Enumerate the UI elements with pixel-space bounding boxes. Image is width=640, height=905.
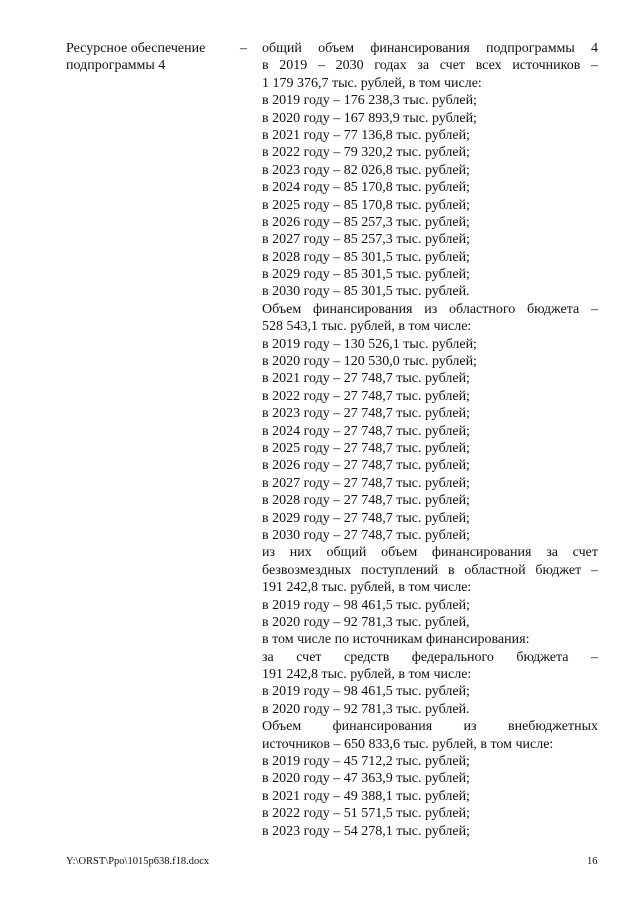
funding-text-line: Объем финансирования из областного бюджета – xyxy=(262,301,598,317)
funding-text-line: в 2029 году – 27 748,7 тыс. рублей; xyxy=(262,510,470,526)
funding-text-line: в 2022 году – 79 320,2 тыс. рублей; xyxy=(262,145,470,161)
funding-text-line: в том числе по источникам финансирования: xyxy=(262,632,530,648)
funding-text-line: в 2030 году – 27 748,7 тыс. рублей; xyxy=(262,527,470,543)
funding-text-block xyxy=(262,40,598,840)
funding-text-line: в 2019 году – 98 461,5 тыс. рублей; xyxy=(262,597,470,613)
funding-text-line: в 2025 году – 85 170,8 тыс. рублей; xyxy=(262,197,470,213)
funding-text-line: в 2026 году – 85 257,3 тыс. рублей; xyxy=(262,214,470,230)
funding-text-line: из них общий объем финансирования за счет xyxy=(262,545,598,561)
label-dash: – xyxy=(240,41,247,56)
funding-text-line: в 2021 году – 77 136,8 тыс. рублей; xyxy=(262,127,470,143)
funding-text-line: в 2023 году – 54 278,1 тыс. рублей; xyxy=(262,823,470,839)
funding-text-line: общий объем финансирования подпрограммы 4 xyxy=(262,41,598,56)
funding-text-line: 191 242,8 тыс. рублей, в том числе: xyxy=(262,580,472,596)
section-label: Ресурсное обеспечение подпрограммы 4 xyxy=(66,41,206,74)
funding-text-line: в 2022 году – 27 748,7 тыс. рублей; xyxy=(262,388,470,404)
funding-text-line: в 2026 году – 27 748,7 тыс. рублей; xyxy=(262,458,470,474)
funding-text-line: в 2020 году – 92 781,3 тыс. рублей. xyxy=(262,701,470,717)
funding-text-line: в 2030 году – 85 301,5 тыс. рублей. xyxy=(262,284,470,300)
funding-text-line: в 2019 году – 98 461,5 тыс. рублей; xyxy=(262,684,470,700)
funding-text-line: в 2020 году – 120 530,0 тыс. рублей; xyxy=(262,354,477,370)
funding-text-line: в 2019 году – 45 712,2 тыс. рублей; xyxy=(262,754,470,770)
funding-text-line: в 2021 году – 27 748,7 тыс. рублей; xyxy=(262,371,470,387)
funding-text-line: в 2024 году – 27 748,7 тыс. рублей; xyxy=(262,423,470,439)
funding-text-line: 1 179 376,7 тыс. рублей, в том числе: xyxy=(262,75,482,91)
funding-text-line: 528 543,1 тыс. рублей, в том числе: xyxy=(262,319,472,335)
funding-text-line: в 2020 году – 167 893,9 тыс. рублей; xyxy=(262,110,477,126)
funding-text-line: в 2019 году – 130 526,1 тыс. рублей; xyxy=(262,336,477,352)
funding-text-line: в 2021 году – 49 388,1 тыс. рублей; xyxy=(262,788,470,804)
funding-text-line: в 2028 году – 85 301,5 тыс. рублей; xyxy=(262,249,470,265)
funding-text-line: за счет средств федерального бюджета – xyxy=(262,649,598,665)
page-number: 16 xyxy=(587,856,598,867)
funding-text-line: 191 242,8 тыс. рублей, в том числе: xyxy=(262,667,472,683)
funding-text-line: в 2019 – 2030 годах за счет всех источников – xyxy=(262,58,598,74)
funding-text-line: в 2025 году – 27 748,7 тыс. рублей; xyxy=(262,440,470,456)
funding-text-line: в 2027 году – 85 257,3 тыс. рублей; xyxy=(262,232,470,248)
funding-text-line: безвозмездных поступлений в областной бюджет – xyxy=(262,562,598,578)
footer-file-path: Y:\ORST\Ppo\1015p638.f18.docx xyxy=(66,856,210,867)
funding-text-line: в 2020 году – 47 363,9 тыс. рублей; xyxy=(262,771,470,787)
funding-text-line: в 2028 году – 27 748,7 тыс. рублей; xyxy=(262,493,470,509)
funding-text-line: источников – 650 833,6 тыс. рублей, в том числе: xyxy=(262,736,554,752)
funding-text-line: в 2027 году – 27 748,7 тыс. рублей; xyxy=(262,475,470,491)
funding-text-line: в 2020 году – 92 781,3 тыс. рублей, xyxy=(262,614,470,630)
funding-text-line: в 2023 году – 27 748,7 тыс. рублей; xyxy=(262,406,470,422)
funding-text-line: в 2024 году – 85 170,8 тыс. рублей; xyxy=(262,180,470,196)
funding-text-line: в 2023 году – 82 026,8 тыс. рублей; xyxy=(262,162,470,178)
funding-text-line: Объем финансирования из внебюджетных xyxy=(262,719,598,735)
funding-text-line: в 2029 году – 85 301,5 тыс. рублей; xyxy=(262,267,470,283)
funding-text-line: в 2019 году – 176 238,3 тыс. рублей; xyxy=(262,93,477,109)
funding-text-line: в 2022 году – 51 571,5 тыс. рублей; xyxy=(262,806,470,822)
